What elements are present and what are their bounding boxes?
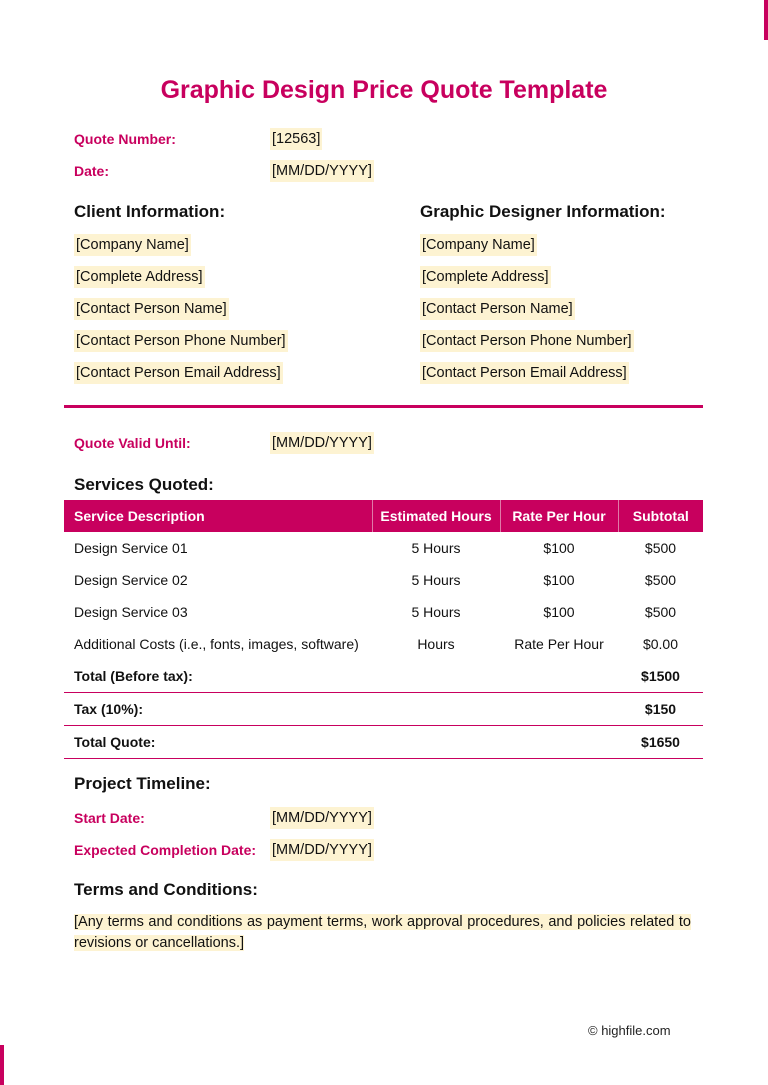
top-accent-bar: [764, 0, 768, 40]
service-subtotal: $500: [644, 604, 677, 620]
service-subtotal: $500: [644, 572, 677, 588]
service-description: Design Service 02: [74, 572, 188, 588]
client-info-list: [74, 234, 288, 394]
service-hours: 5 Hours: [411, 572, 461, 588]
terms-heading: Terms and Conditions:: [74, 880, 258, 899]
service-hours: 5 Hours: [411, 540, 461, 556]
designer-contact-phone[interactable]: [Contact Person Phone Number]: [420, 330, 634, 352]
tax-row: [64, 693, 703, 726]
service-description: Additional Costs (i.e., fonts, images, software): [74, 636, 359, 652]
date-value[interactable]: [MM/DD/YYYY]: [270, 160, 374, 182]
quote-number-label: Quote Number:: [74, 131, 176, 147]
tax-label: Tax (10%):: [64, 693, 372, 726]
client-info-heading: Client Information:: [74, 202, 226, 221]
table-row: [64, 564, 703, 596]
column-header-subtotal: Subtotal: [618, 500, 703, 532]
service-hours: 5 Hours: [411, 604, 461, 620]
client-contact-name[interactable]: [Contact Person Name]: [74, 298, 229, 320]
quote-valid-value[interactable]: [MM/DD/YYYY]: [270, 432, 374, 454]
service-hours: Hours: [417, 636, 455, 652]
footer-copyright: © highfile.com: [588, 1023, 671, 1038]
service-subtotal: $0.00: [642, 636, 679, 652]
service-description: Design Service 01: [74, 540, 188, 556]
table-row: [64, 628, 703, 660]
terms-text[interactable]: [Any terms and conditions as payment terms, work approval procedures, and policies related to revisions or cancellations.]: [74, 914, 691, 951]
start-date-label: Start Date:: [74, 810, 145, 826]
client-company-name[interactable]: [Company Name]: [74, 234, 191, 256]
service-subtotal: $500: [644, 540, 677, 556]
client-contact-email[interactable]: [Contact Person Email Address]: [74, 362, 283, 384]
column-header-hours: Estimated Hours: [372, 500, 500, 532]
total-quote-label: Total Quote:: [64, 726, 372, 759]
date-label: Date:: [74, 163, 110, 179]
table-row: [64, 596, 703, 628]
completion-date-label: Expected Completion Date:: [74, 842, 257, 858]
table-header-row: [64, 500, 703, 532]
designer-address[interactable]: [Complete Address]: [420, 266, 551, 288]
tax-value: $150: [618, 693, 703, 726]
column-header-description: Service Description: [64, 500, 372, 532]
page-title: Graphic Design Price Quote Template: [160, 76, 608, 104]
service-rate: Rate Per Hour: [514, 636, 604, 652]
start-date-value[interactable]: [MM/DD/YYYY]: [270, 807, 374, 829]
total-quote-value: $1650: [618, 726, 703, 759]
designer-company-name[interactable]: [Company Name]: [420, 234, 537, 256]
bottom-accent-bar: [0, 1045, 4, 1085]
quote-valid-label: Quote Valid Until:: [74, 435, 191, 451]
total-before-tax-label: Total (Before tax):: [64, 660, 372, 693]
timeline-heading: Project Timeline:: [74, 774, 211, 793]
designer-info-list: [420, 234, 634, 394]
total-before-tax-value: $1500: [618, 660, 703, 693]
terms-text-block: [74, 912, 691, 954]
client-contact-phone[interactable]: [Contact Person Phone Number]: [74, 330, 288, 352]
section-divider: [64, 405, 703, 408]
service-rate: $100: [543, 604, 575, 620]
service-rate: $100: [543, 540, 575, 556]
services-table: [64, 500, 703, 759]
client-address[interactable]: [Complete Address]: [74, 266, 205, 288]
service-description: Design Service 03: [74, 604, 188, 620]
service-rate: $100: [543, 572, 575, 588]
designer-contact-name[interactable]: [Contact Person Name]: [420, 298, 575, 320]
completion-date-value[interactable]: [MM/DD/YYYY]: [270, 839, 374, 861]
services-heading: Services Quoted:: [74, 475, 214, 494]
total-before-tax-row: [64, 660, 703, 693]
column-header-rate: Rate Per Hour: [500, 500, 618, 532]
quote-number-value[interactable]: [12563]: [270, 128, 322, 150]
designer-contact-email[interactable]: [Contact Person Email Address]: [420, 362, 629, 384]
table-row: [64, 532, 703, 564]
designer-info-heading: Graphic Designer Information:: [420, 202, 666, 221]
total-quote-row: [64, 726, 703, 759]
